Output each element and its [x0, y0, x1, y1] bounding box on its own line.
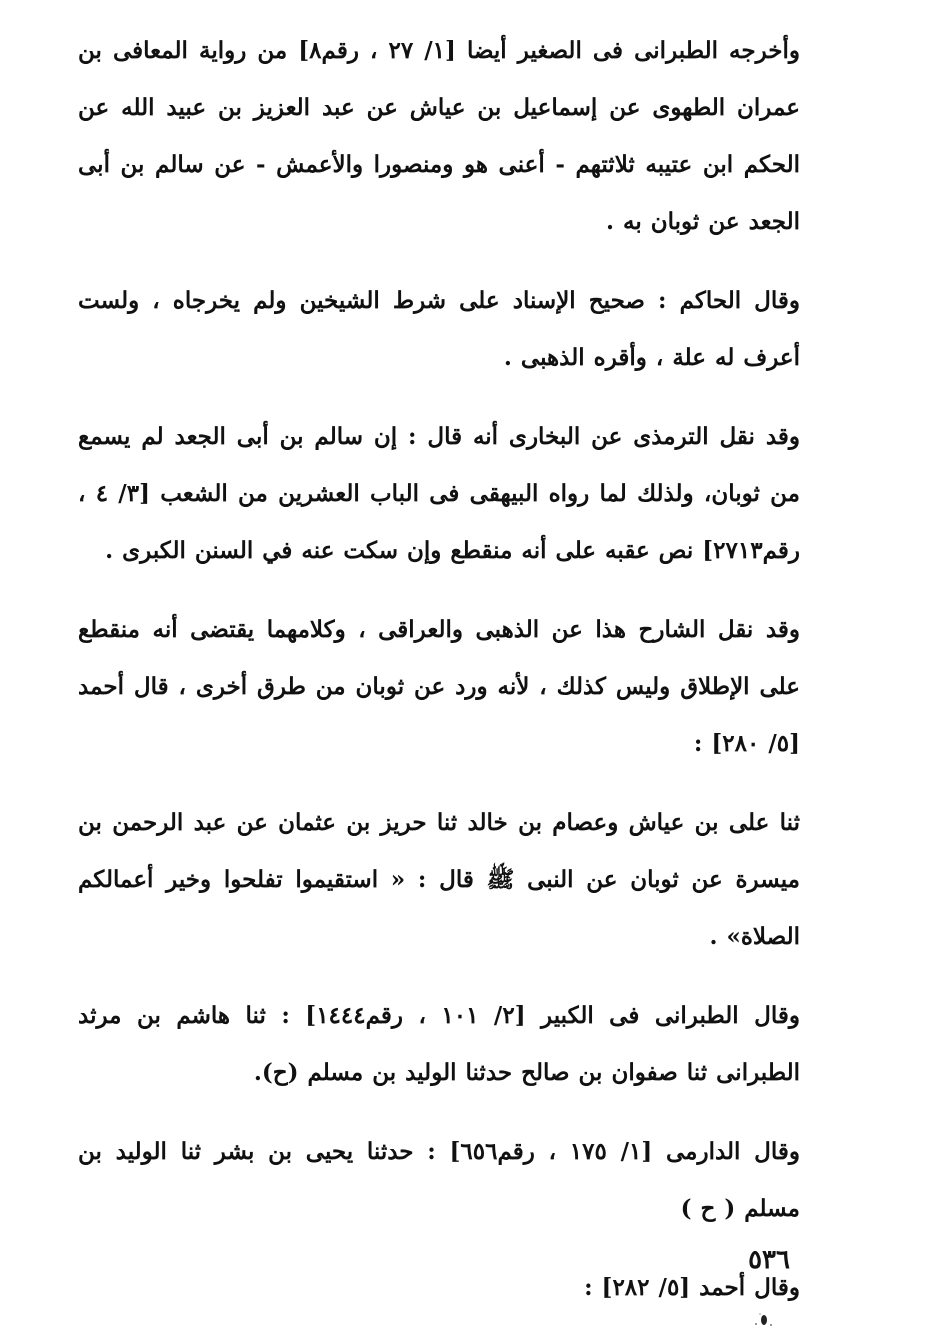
paragraph-8: وقال أحمد [٥/ ٢٨٢] :	[584, 1274, 800, 1301]
page-number: ٥٣٦	[748, 1245, 790, 1275]
paragraph-2: وقال الحاكم : صحيح الإسناد على شرط الشيخين ولم يخرجاه ، ولست أعرف له علة ، وأقره الذهبى .	[78, 287, 800, 371]
paragraph-1: وأخرجه الطبرانى فى الصغير أيضا [١/ ٢٧ ، رقم٨] من رواية المعافى بن عمران الطهوى عن إسماعيل بن عياش عن عبد العزيز بن عبيد الله عن الحكم ابن عتيبه ثلاثتهم - أعنى هو ومنصورا والأعمش - عن سالم بن أبى الجعد عن ثوبان به .	[78, 37, 800, 235]
paragraph-3: وقد نقل الترمذى عن البخارى أنه قال : إن سالم بن أبى الجعد لم يسمع من ثوبان، ولذلك لما رواه البيهقى فى الباب العشرين من الشعب [٣/ ٤ ، رقم٢٧١٣] نص عقبه على أنه منقطع وإن سكت عنه في السنن الكبرى .	[78, 423, 800, 564]
paragraph-4: وقد نقل الشارح هذا عن الذهبى والعراقى ، وكلامهما يقتضى أنه منقطع على الإطلاق وليس كذلك ، لأنه ورد عن ثوبان من طرق أخرى ، قال أحمد [٥/ ٢٨٠] :	[78, 616, 800, 757]
page-body	[78, 22, 800, 1316]
scan-speck-decoration	[748, 1308, 778, 1330]
paragraph-6: وقال الطبرانى فى الكبير [٢/ ١٠١ ، رقم١٤٤٤] : ثنا هاشم بن مرثد الطبرانى ثنا صفوان بن صالح حدثنا الوليد بن مسلم (ح).	[78, 1002, 800, 1086]
paragraph-5: ثنا على بن عياش وعصام بن خالد ثنا حريز بن عثمان عن عبد الرحمن بن ميسرة عن ثوبان عن النبى ﷺ قال : « استقيموا تفلحوا وخير أعمالكم الصلاة» .	[78, 809, 800, 950]
paragraph-7: وقال الدارمى [١/ ١٧٥ ، رقم٦٥٦] : حدثنا يحيى بن بشر ثنا الوليد بن مسلم ( ح )	[78, 1138, 801, 1222]
